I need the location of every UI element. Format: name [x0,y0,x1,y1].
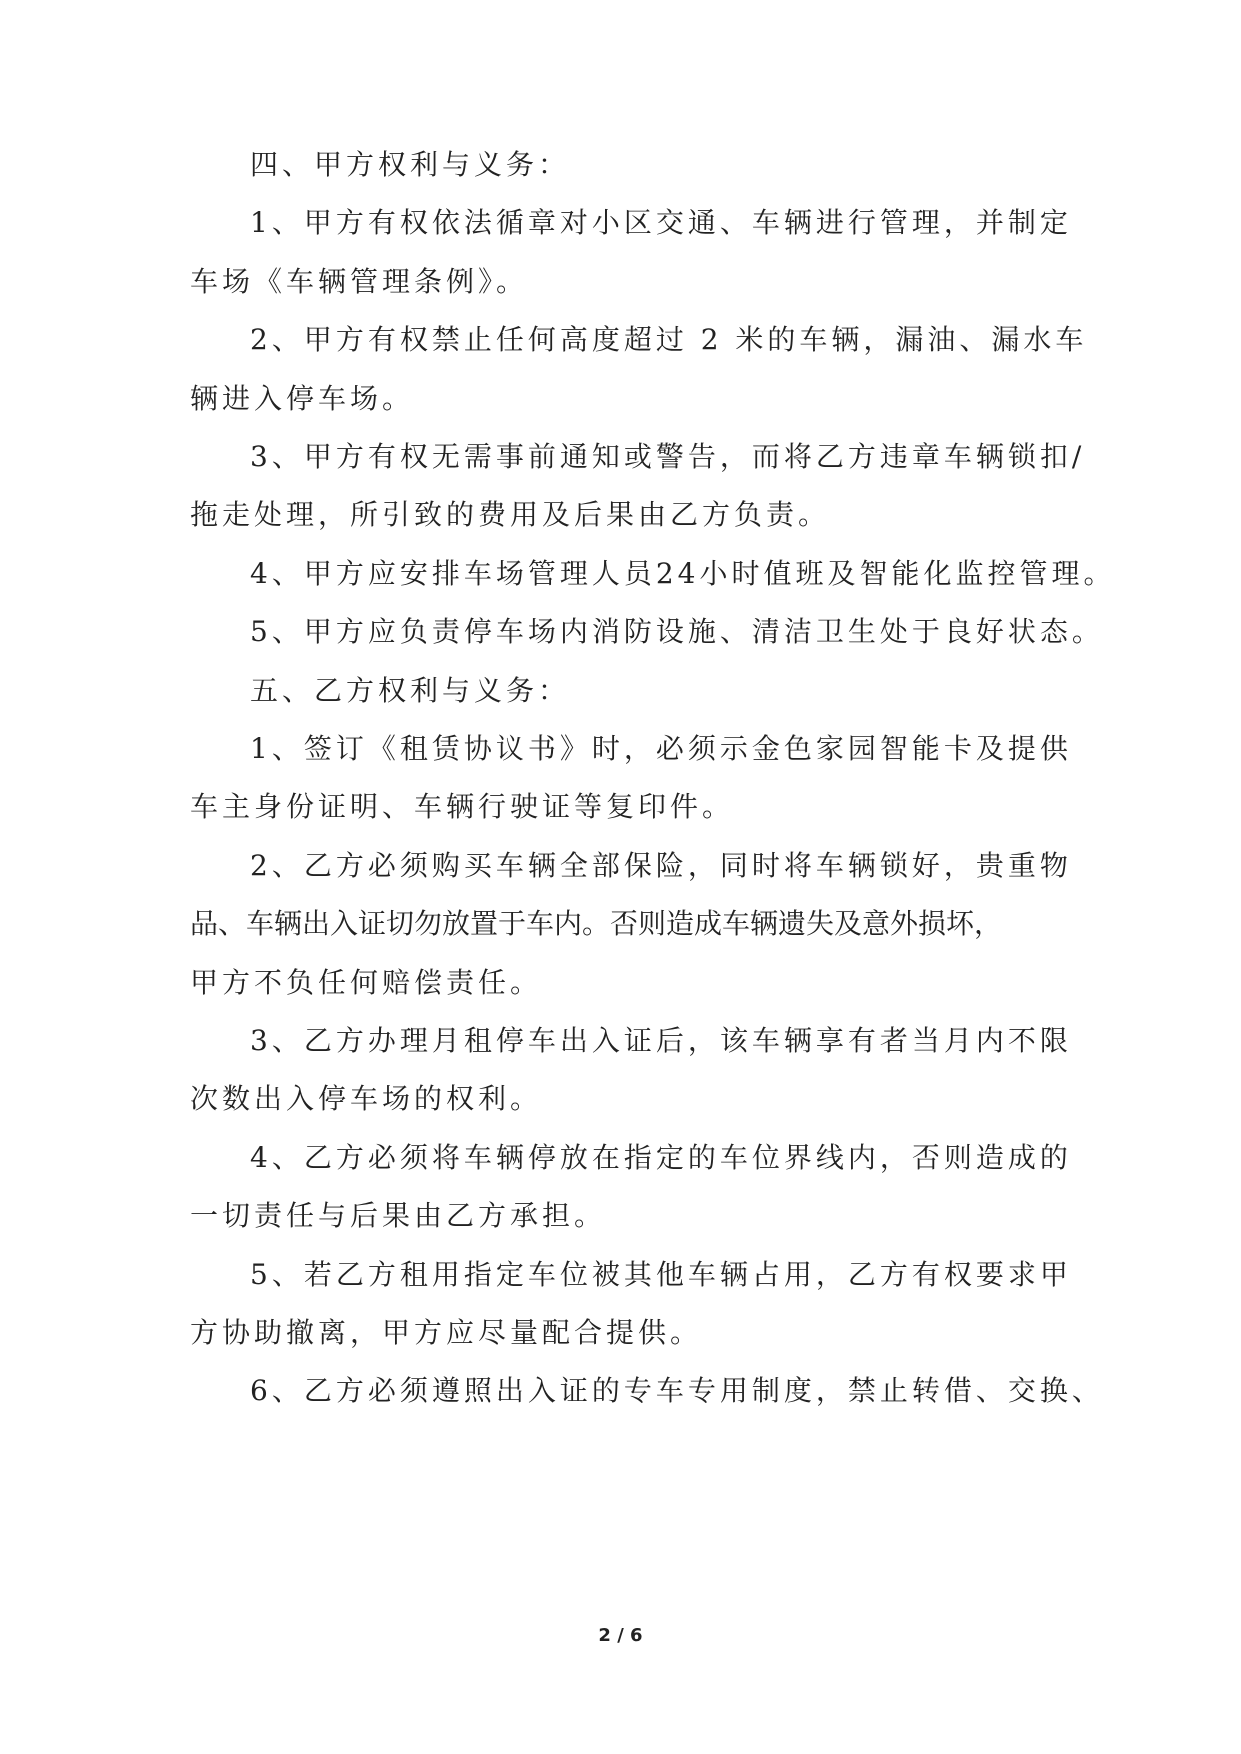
paragraph-line: 方协助撤离，甲方应尽量配合提供。 [190,1316,703,1349]
paragraph-line: 品、车辆出入证切勿放置于车内。否则造成车辆遗失及意外损坏， [190,907,1003,940]
paragraph-line: 6、乙方必须遵照出入证的专车专用制度，禁止转借、交换、 [250,1374,1104,1407]
paragraph-line: 4、乙方必须将车辆停放在指定的车位界线内，否则造成的 [250,1141,1072,1174]
paragraph-line: 1、签订《租赁协议书》时，必须示金色家园智能卡及提供 [250,732,1072,765]
paragraph-line: 车场《车辆管理条例》。 [190,265,529,298]
paragraph-line: 甲方不负任何赔偿责任。 [190,966,543,999]
paragraph-line: 2、甲方有权禁止任何高度超过 2 米的车辆，漏油、漏水车 [250,323,1088,356]
paragraph-line: 4、甲方应安排车场管理人员24小时值班及智能化监控管理。 [250,557,1116,590]
section-heading-party-b: 五、乙方权利与义务： [250,674,571,707]
paragraph-line: 5、甲方应负责停车场内消防设施、清洁卫生处于良好状态。 [250,615,1104,648]
paragraph-line: 一切责任与后果由乙方承担。 [190,1199,607,1232]
paragraph-line: 车主身份证明、车辆行驶证等复印件。 [190,790,735,823]
page-number: 2 / 6 [598,1625,643,1646]
paragraph-line: 次数出入停车场的权利。 [190,1082,543,1115]
paragraph-line: 辆进入停车场。 [190,382,415,415]
paragraph-line: 5、若乙方租用指定车位被其他车辆占用，乙方有权要求甲 [250,1258,1072,1291]
section-heading-party-a: 四、甲方权利与义务： [250,148,571,181]
paragraph-line: 拖走处理，所引致的费用及后果由乙方负责。 [190,498,831,531]
paragraph-line: 2、乙方必须购买车辆全部保险，同时将车辆锁好，贵重物 [250,849,1072,882]
paragraph-line: 3、乙方办理月租停车出入证后，该车辆享有者当月内不限 [250,1024,1072,1057]
paragraph-line: 1、甲方有权依法循章对小区交通、车辆进行管理，并制定 [250,206,1072,239]
paragraph-line: 3、甲方有权无需事前通知或警告，而将乙方违章车辆锁扣/ [250,440,1086,473]
